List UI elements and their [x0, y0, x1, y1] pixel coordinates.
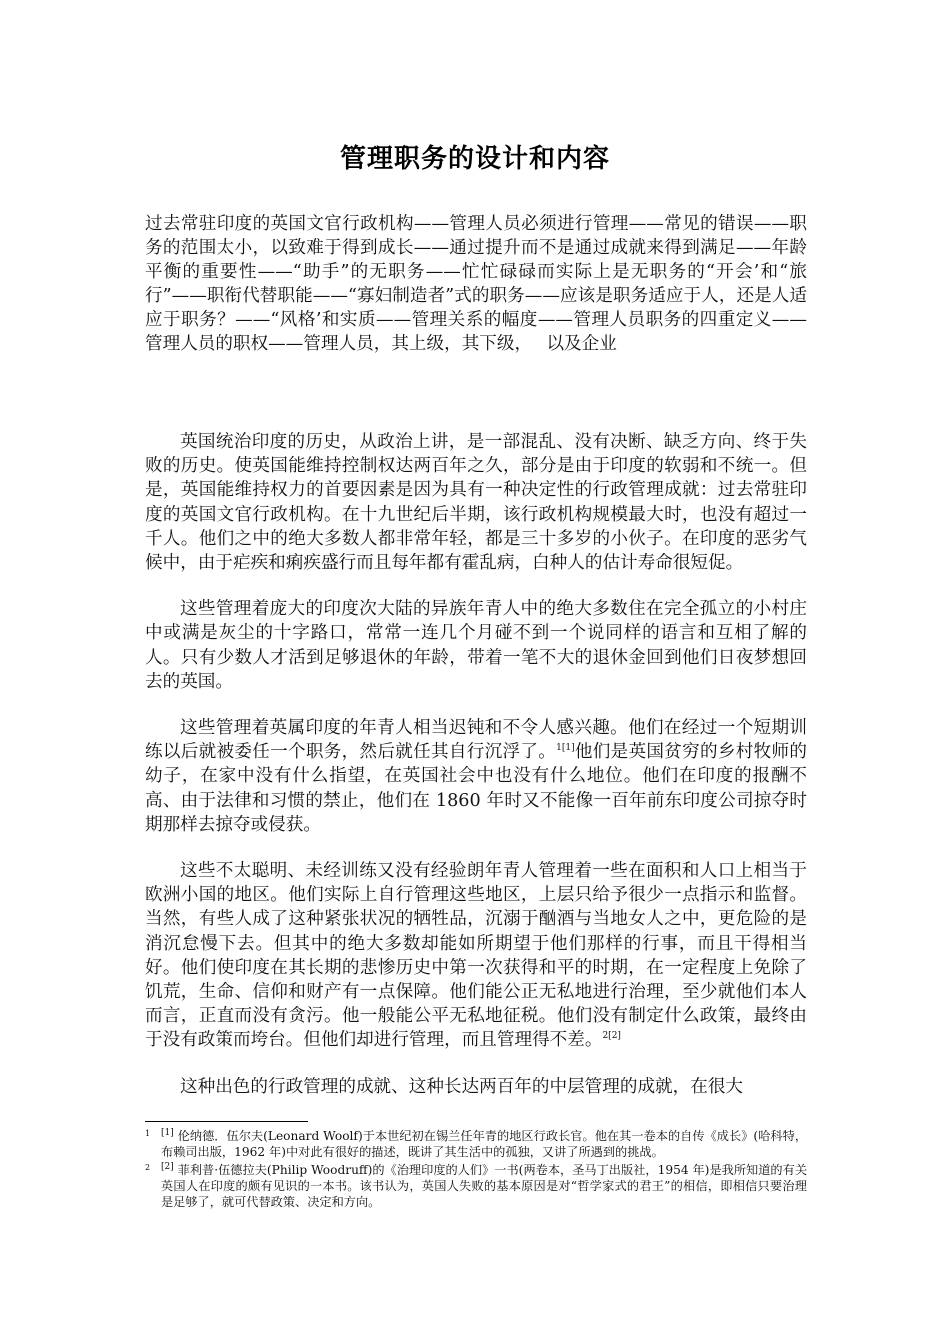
footnote-text-1: 伦纳德．伍尔夫(Leonard Woolf)于本世纪初在锡兰任年青的地区行政长官。他在其一卷本的自传《成长》(哈科特，布赖司出版，1962 年)中对此有很好的描述，既讲了其生活中的孤独，又讲了所遇到的挑战。 [161, 1129, 808, 1159]
footnotes [145, 1128, 807, 1212]
footnote-text-2: 菲利普·伍德拉夫(Philip Woodruff)的《治理印度的人们》一书(两卷本，圣马丁出版社，1954 年)是我所知道的有关英国人在印度的颇有见识的一本书。该书认为，英国人失败的基本原因是对“哲学家式的君王”的相信，即相信只要治理是足够了，就可代替政策、决定和方向。 [161, 1163, 808, 1209]
paragraph-4-text: 这些不太聪明、未经训练又没有经验朗年青人管理着一些在面积和人口上相当于欧洲小国的地区。他们实际上自行管理这些地区，上层只给予很少一点指示和监督。当然，有些人成了这种紧张状况的牺牲品，沉溺于酗酒与当地女人之中，更危险的是消沉怠慢下去。但其中的绝大多数却能如所期望于他们那样的行事，而且干得相当好。他们使印度在其长期的悲惨历史中第一次获得和平的时期，在一定程度上免除了饥荒，生命、信仰和财产有一点保障。他们能公正无私地进行治理，至少就他们本人而言，正直而没有贪污。他一般能公平无私地征税。他们没有制定什么政策，最终由于没有政策而垮台。但他们却进行管理，而且管理得不差。 [145, 861, 807, 1051]
footnote-number-1: 1 [145, 1129, 151, 1138]
paragraph-4 [145, 859, 807, 1053]
paragraph-3 [145, 716, 807, 837]
body-text [145, 430, 807, 1121]
paragraph-1: 英国统治印度的历史，从政治上讲，是一部混乱、没有决断、缺乏方向、终于失败的历史。使英国能维持控制权达两百年之久，部分是由于印度的软弱和不统一。但是，英国能维持权力的首要因素是因为具有一种决定性的行政管理成就：过去常驻印度的英国文官行政机构。在十九世纪后半期，该行政机构规模最大时，也没有超过一千人。他们之中的绝大多数人都非常年轻，都是三十多岁的小伙子。在印度的恶劣气候中，由于疟疾和痢疾盛行而且每年都有霍乱病，白种人的估计寿命很短促。 [145, 432, 807, 574]
footnote-separator [145, 1121, 308, 1122]
document-title: 管理职务的设计和内容 [339, 144, 610, 174]
footnote-marker-2: [2] [161, 1161, 174, 1172]
footnote-1 [145, 1128, 807, 1160]
chapter-abstract: 过去常驻印度的英国文官行政机构——管理人员必须进行管理——常见的错误——职务的范围太小，以致难于得到成长——通过提升而不是通过成就来得到满足——年龄平衡的重要性——“助手”的无职务——忙忙碌碌而实际上是无职务的“开会’和“旅行”——职衔代替职能——“寡妇制造者”式的职务——应该是职务适应于人，还是人适应于职务？——“风格’和实质——管理关系的幅度——管理人员职务的四重定义——管理人员的职权——管理人员，其上级，其下级， 以及企业 [145, 214, 807, 354]
paragraph-3-text-a: 这些管理着英属印度的年青人相当迟钝和不令人感兴趣。他们在经过一个短期训练以后就被委任一个职务，然后就任其自行沉浮了。 [145, 718, 807, 763]
footnote-marker-1: [1] [161, 1127, 174, 1138]
footnote-reference-2[interactable]: 2[2] [602, 1031, 621, 1042]
footnote-reference-1[interactable]: 1[1] [556, 743, 575, 754]
paragraph-5: 这种出色的行政管理的成就、这种长达两百年的中层管理的成就，在很大 [180, 1076, 744, 1097]
footnote-number-2: 2 [145, 1163, 151, 1172]
paragraph-3-text-b: 他们是英国贫穷的乡村牧师的幼子，在家中没有什么指望，在英国社会中也没有什么地位。他们在印度的报酬不高、由于法律和习惯的禁止，他们在 1860 年时又不能像一百年前东印度公司掠夺时期那样去掠夺或侵获。 [145, 742, 807, 835]
paragraph-2: 这些管理着庞大的印度次大陆的异族年青人中的绝大多数住在完全孤立的小村庄中或满是灰尘的十字路口，常常一连几个月碰不到一个说同样的语言和互相了解的人。只有少数人才活到足够退休的年龄，带着一笔不大的退休金回到他们日夜梦想回去的英国。 [145, 599, 807, 692]
footnote-2 [145, 1162, 807, 1210]
